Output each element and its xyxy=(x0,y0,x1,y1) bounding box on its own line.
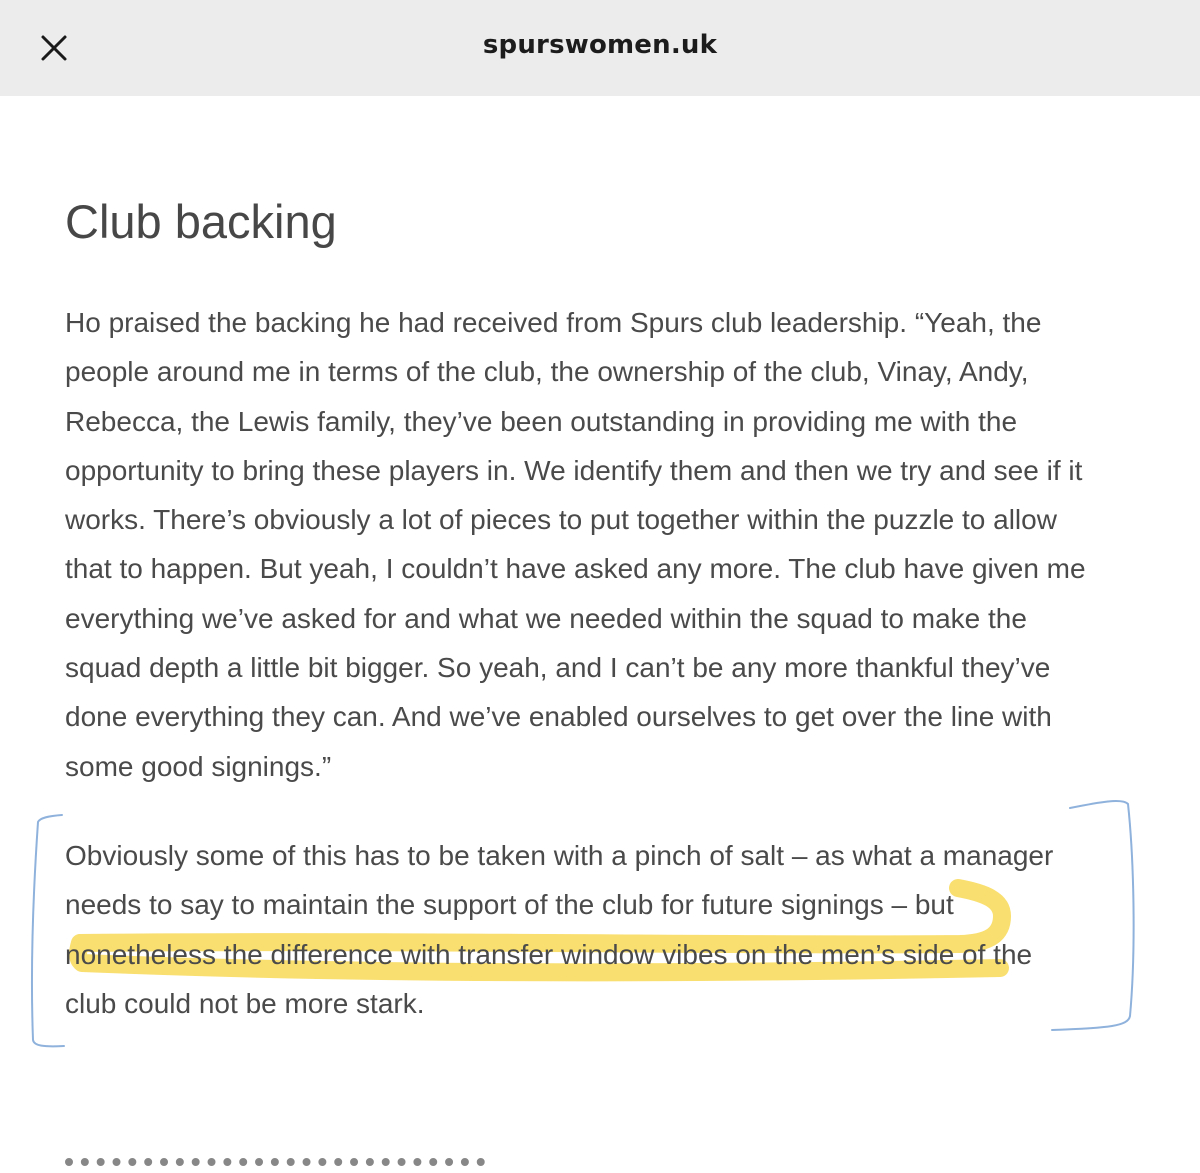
paragraph-line: Obviously some of this has to be taken with a pinch of salt – as what a manager xyxy=(65,839,1054,871)
paragraph-line: Ho praised the backing he had received from Spurs club leadership. “Yeah, the xyxy=(65,307,1042,338)
paragraph-line: squad depth a little bit bigger. So yeah, and I can’t be any more thankful they’ve xyxy=(65,652,1051,684)
paragraph-line: nonetheless the difference with transfer window vibes on the men’s side of the xyxy=(65,938,1033,970)
paragraph-line: Rebecca, the Lewis family, they’ve been outstanding in providing me with the xyxy=(65,405,1018,437)
paragraph-line: needs to say to maintain the support of the club for future signings – but xyxy=(65,889,954,921)
paragraph-line: works. There’s obviously a lot of pieces to put together within the puzzle to allow xyxy=(65,504,1057,536)
paragraph-line: that to happen. But yeah, I couldn’t have asked any more. The club have given me xyxy=(65,553,1086,585)
paragraph-line: people around me in terms of the club, the ownership of the club, Vinay, Andy, xyxy=(65,356,1029,388)
browser-top-bar xyxy=(0,0,1200,96)
paragraph-commentary xyxy=(65,831,1165,1028)
paragraph-line: some good signings.” xyxy=(65,750,332,782)
section-heading: Club backing xyxy=(65,195,337,248)
paragraph-line: opportunity to bring these players in. We identify them and then we try and see if it xyxy=(65,454,1083,486)
paragraph-line: everything we’ve asked for and what we needed within the squad to make the xyxy=(65,602,1027,634)
left-bracket xyxy=(32,815,64,1046)
cutoff-text-fragment xyxy=(65,1158,485,1173)
next-heading-cutoff xyxy=(0,1150,1200,1173)
article-body xyxy=(65,190,1165,1028)
paragraph-line: club could not be more stark. xyxy=(65,987,425,1019)
paragraph-quote xyxy=(65,298,1165,791)
paragraph-line: done everything they can. And we’ve enabled ourselves to get over the line with xyxy=(65,701,1052,733)
site-domain: spurswomen.uk xyxy=(482,30,718,60)
